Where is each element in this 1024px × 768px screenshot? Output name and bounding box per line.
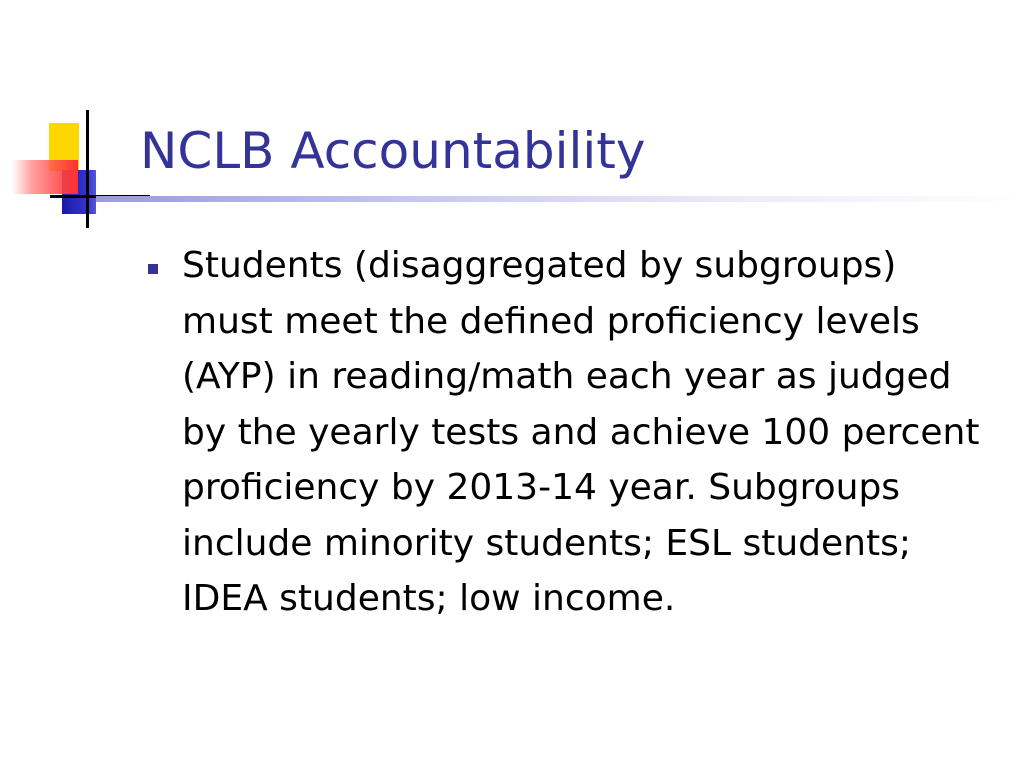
square-bullet-icon <box>148 264 158 274</box>
logo-red-square <box>12 160 78 194</box>
bullet-text: Students (disaggregated by subgroups) must meet the defined proficiency levels (AYP) in reading/math each year as judged by the yearly tests and achieve 100 percent proficiency by 2013-14 year. Subgroups include minority students; ESL students; IDEA students; low income. <box>182 245 980 619</box>
bullet-item <box>140 238 1000 627</box>
slide-title: NCLB Accountability <box>140 122 646 180</box>
slide-body <box>140 238 1000 627</box>
decorative-logo-icon <box>0 100 150 230</box>
logo-vertical-line <box>86 110 89 228</box>
title-underline <box>96 196 1024 202</box>
